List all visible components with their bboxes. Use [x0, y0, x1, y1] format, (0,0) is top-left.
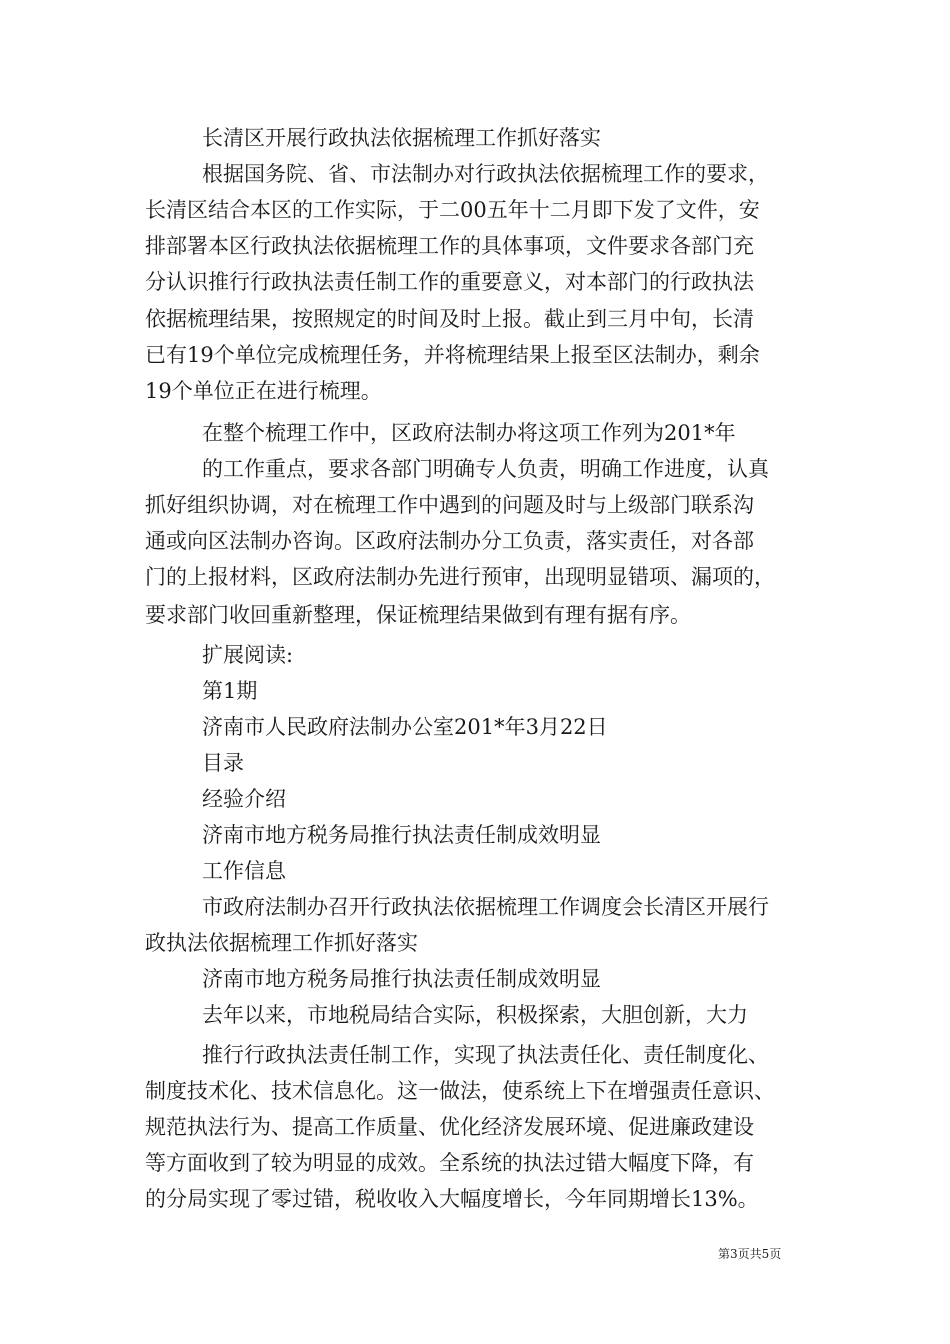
paragraph-line: 制度技术化、技术信息化。这一做法，使系统上下在增强责任意识、 — [145, 1079, 775, 1103]
toc-item: 济南市地方税务局推行执法责任制成效明显 — [202, 823, 601, 847]
toc-section: 经验介绍 — [202, 787, 286, 811]
issue-number: 第1期 — [202, 679, 258, 703]
paragraph-line: 19个单位正在进行梳理。 — [145, 379, 382, 403]
paragraph-line: 的工作重点，要求各部门明确专人负责，明确工作进度，认真 — [202, 457, 769, 481]
paragraph-line: 去年以来，市地税局结合实际，积极探索，大胆创新，大力 — [202, 1003, 748, 1027]
article-title: 济南市地方税务局推行执法责任制成效明显 — [202, 967, 601, 991]
paragraph-line: 的分局实现了零过错，税收收入大幅度增长，今年同期增长13%。 — [145, 1187, 759, 1211]
paragraph-line: 在整个梳理工作中，区政府法制办将这项工作列为201*年 — [202, 421, 736, 445]
paragraph-line: 排部署本区行政执法依据梳理工作的具体事项，文件要求各部门充 — [145, 234, 754, 258]
issuer-date: 济南市人民政府法制办公室201*年3月22日 — [202, 715, 608, 739]
paragraph-line: 依据梳理结果，按照规定的时间及时上报。截止到三月中旬，长清 — [145, 307, 754, 331]
paragraph-line: 长清区结合本区的工作实际，于二00五年十二月即下发了文件，安 — [145, 198, 760, 222]
paragraph-line: 要求部门收回重新整理，保证梳理结果做到有理有据有序。 — [145, 603, 691, 627]
toc-section: 工作信息 — [202, 859, 286, 883]
paragraph-line: 规范执法行为、提高工作质量、优化经济发展环境、促进廉政建设 — [145, 1115, 754, 1139]
paragraph-line: 门的上报材料，区政府法制办先进行预审，出现明显错项、漏项的， — [145, 565, 775, 589]
toc-heading: 目录 — [202, 751, 244, 775]
paragraph-line: 推行行政执法责任制工作，实现了执法责任化、责任制度化、 — [202, 1043, 769, 1067]
paragraph-line: 根据国务院、省、市法制办对行政执法依据梳理工作的要求， — [202, 162, 769, 186]
page-number: 第3页共5页 — [718, 1247, 782, 1261]
section-label: 扩展阅读: — [202, 643, 294, 667]
toc-item: 政执法依据梳理工作抓好落实 — [145, 931, 418, 955]
paragraph-line: 已有19个单位完成梳理任务，并将梳理结果上报至区法制办，剩余 — [145, 343, 760, 367]
paragraph-line: 等方面收到了较为明显的成效。全系统的执法过错大幅度下降，有 — [145, 1151, 754, 1175]
paragraph-line: 分认识推行行政执法责任制工作的重要意义，对本部门的行政执法 — [145, 270, 754, 294]
paragraph-line: 通或向区法制办咨询。区政府法制办分工负责，落实责任，对各部 — [145, 529, 754, 553]
toc-item: 市政府法制办召开行政执法依据梳理工作调度会长清区开展行 — [202, 895, 769, 919]
article-title: 长清区开展行政执法依据梳理工作抓好落实 — [202, 126, 601, 150]
paragraph-line: 抓好组织协调，对在梳理工作中遇到的问题及时与上级部门联系沟 — [145, 493, 754, 517]
